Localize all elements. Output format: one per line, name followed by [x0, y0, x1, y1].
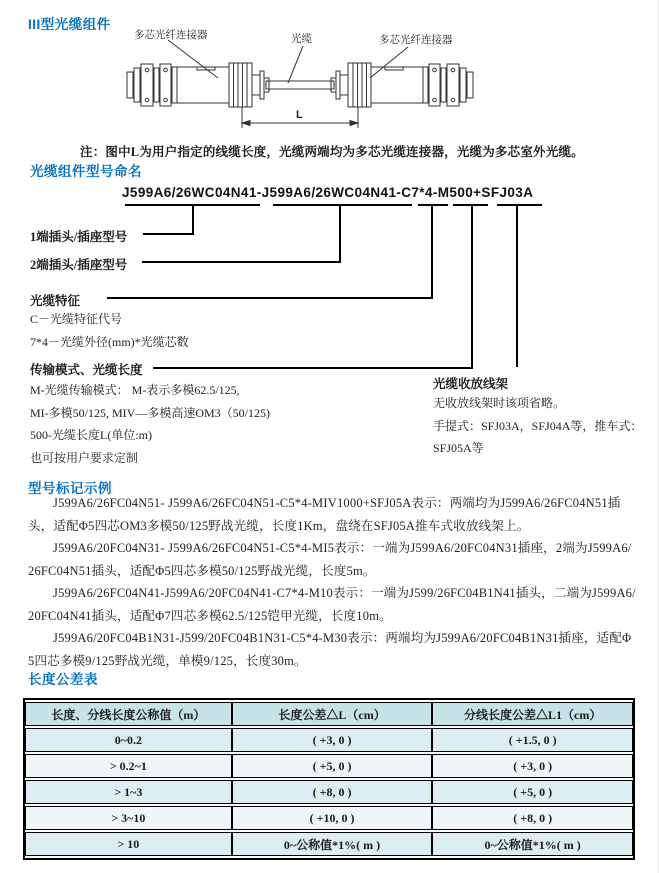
table-cell: ( +5, 0 ) — [432, 780, 633, 804]
transmission-lines — [30, 379, 270, 469]
callout-body-line: M-光缆传输模式： M-表示多模62.5/125, — [30, 383, 240, 397]
left-connector-label: 多芯光纤连接器 — [134, 29, 208, 41]
page-title: III型光缆组件 — [28, 17, 111, 32]
table-cell: > 10 — [25, 832, 232, 856]
table-cell: ( +8, 0 ) — [232, 780, 433, 804]
model-number: J599A6/26WC04N41-J599A6/26WC04N41-C7*4-M500+SFJ03A — [122, 185, 534, 200]
table-row — [25, 832, 633, 856]
cable-drawing — [266, 81, 334, 89]
cable-label: 光缆 — [291, 33, 312, 45]
callout-body-line: 7*4－光缆外径(mm)*光缆芯数 — [30, 334, 189, 349]
cable-feature-label: 光缆特征 — [30, 294, 81, 308]
table-cell: ( +3, 0 ) — [432, 754, 633, 778]
callout-body-line: C－光缆特征代号 — [30, 312, 123, 326]
table-cell: 0~公称值*1%( m ) — [232, 832, 433, 856]
reel-label: 光缆收放线架 — [433, 377, 509, 391]
callout-body-line: 500-光缆长度L(单位:m) — [30, 428, 152, 442]
col-header-length-tolerance: 长度公差△L（cm） — [232, 702, 433, 726]
examples-heading: 型号标记示例 — [28, 481, 112, 496]
col-header-nominal-length: 长度、分线长度公称值（m） — [25, 702, 232, 726]
tolerance-table — [23, 698, 635, 860]
col-header-branch-tolerance: 分线长度公差△L1（cm） — [432, 702, 633, 726]
drawing-note: 注：图中L为用户指定的线缆长度，光缆两端均为多芯光缆连接器，光缆为多芯室外光缆。 — [80, 145, 584, 159]
tolerance-table-body — [25, 728, 633, 856]
end1-label: 1端插头/插座型号 — [30, 230, 128, 244]
table-row — [25, 780, 633, 804]
table-cell: 0~公称值*1%( m ) — [432, 832, 633, 856]
example-paragraph: J599A6/20FC04B1N31-J599/20FC04B1N31-C5*4-M30表示：两端均为J599A6/20FC04B1N31插座，适配Φ5四芯多模9/125野战光缆，单模9/125，长度30m。 — [28, 631, 632, 668]
example-paragraph: J599A6/26FC04N51- J599A6/26FC04N51-C5*4-MIV1000+SFJ05A表示：两端均为J599A6/26FC04N51插头，适配Φ5四芯OM3多模50/125野战光缆，长度1Km，盘绕在SFJ05A推车式收放线架上。 — [28, 496, 621, 533]
naming-heading: 光缆组件型号命名 — [30, 164, 142, 179]
table-cell: > 3~10 — [25, 806, 232, 830]
table-row — [25, 754, 633, 778]
table-cell: ( +10, 0 ) — [232, 806, 433, 830]
callout-body-line: 无收放线架时该项省略。 — [433, 396, 566, 410]
example-paragraph: J599A6/20FC04N31- J599A6/26FC04N51-C5*4-MI5表示：一端为J599A6/20FC04N31插座，2端为J599A6/26FC04N51插头，适配Φ5四芯多模50/125野战光缆，长度5m。 — [28, 541, 632, 578]
table-row — [25, 728, 633, 752]
tolerance-table-header — [25, 702, 633, 726]
table-cell: 0~0.2 — [25, 728, 232, 752]
end2-label: 2端插头/插座型号 — [30, 258, 128, 272]
table-cell: ( +1.5, 0 ) — [432, 728, 633, 752]
tolerance-heading: 长度公差表 — [28, 672, 98, 687]
table-cell: > 1~3 — [25, 780, 232, 804]
table-cell: ( +3, 0 ) — [232, 728, 433, 752]
table-cell: ( +8, 0 ) — [432, 806, 633, 830]
dimension-label: L — [296, 109, 303, 121]
callout-body-line: 手提式：SFJ03A，SFJ04A等，推车式： — [433, 418, 643, 433]
callout-body-line: 也可按用户要求定制 — [30, 450, 139, 465]
example-paragraph: J599A6/26FC04N41-J599A6/20FC04N41-C7*4-M10表示：一端为J599/26FC04B1N41插头，二端为J599A6/20FC04N41插头，适配Φ7四芯多模62.5/125铠甲光缆，长度10m。 — [28, 586, 636, 623]
right-connector-label: 多芯光纤连接器 — [379, 34, 453, 46]
table-cell: ( +5, 0 ) — [232, 754, 433, 778]
examples-paragraphs — [28, 492, 636, 672]
reel-lines — [433, 392, 642, 460]
table-row — [25, 806, 633, 830]
cable-feature-lines — [30, 308, 189, 353]
right-connector-drawing — [331, 63, 473, 107]
left-connector-drawing — [127, 63, 269, 107]
transmission-label: 传输模式、光缆长度 — [30, 363, 143, 377]
callout-body-line: MI-多模50/125, MIV—多模高速OM3（50/125) — [30, 405, 270, 420]
cable-assembly-drawing — [0, 25, 659, 140]
callout-body-line: SFJ05A等 — [433, 441, 484, 455]
table-cell: > 0.2~1 — [25, 754, 232, 778]
